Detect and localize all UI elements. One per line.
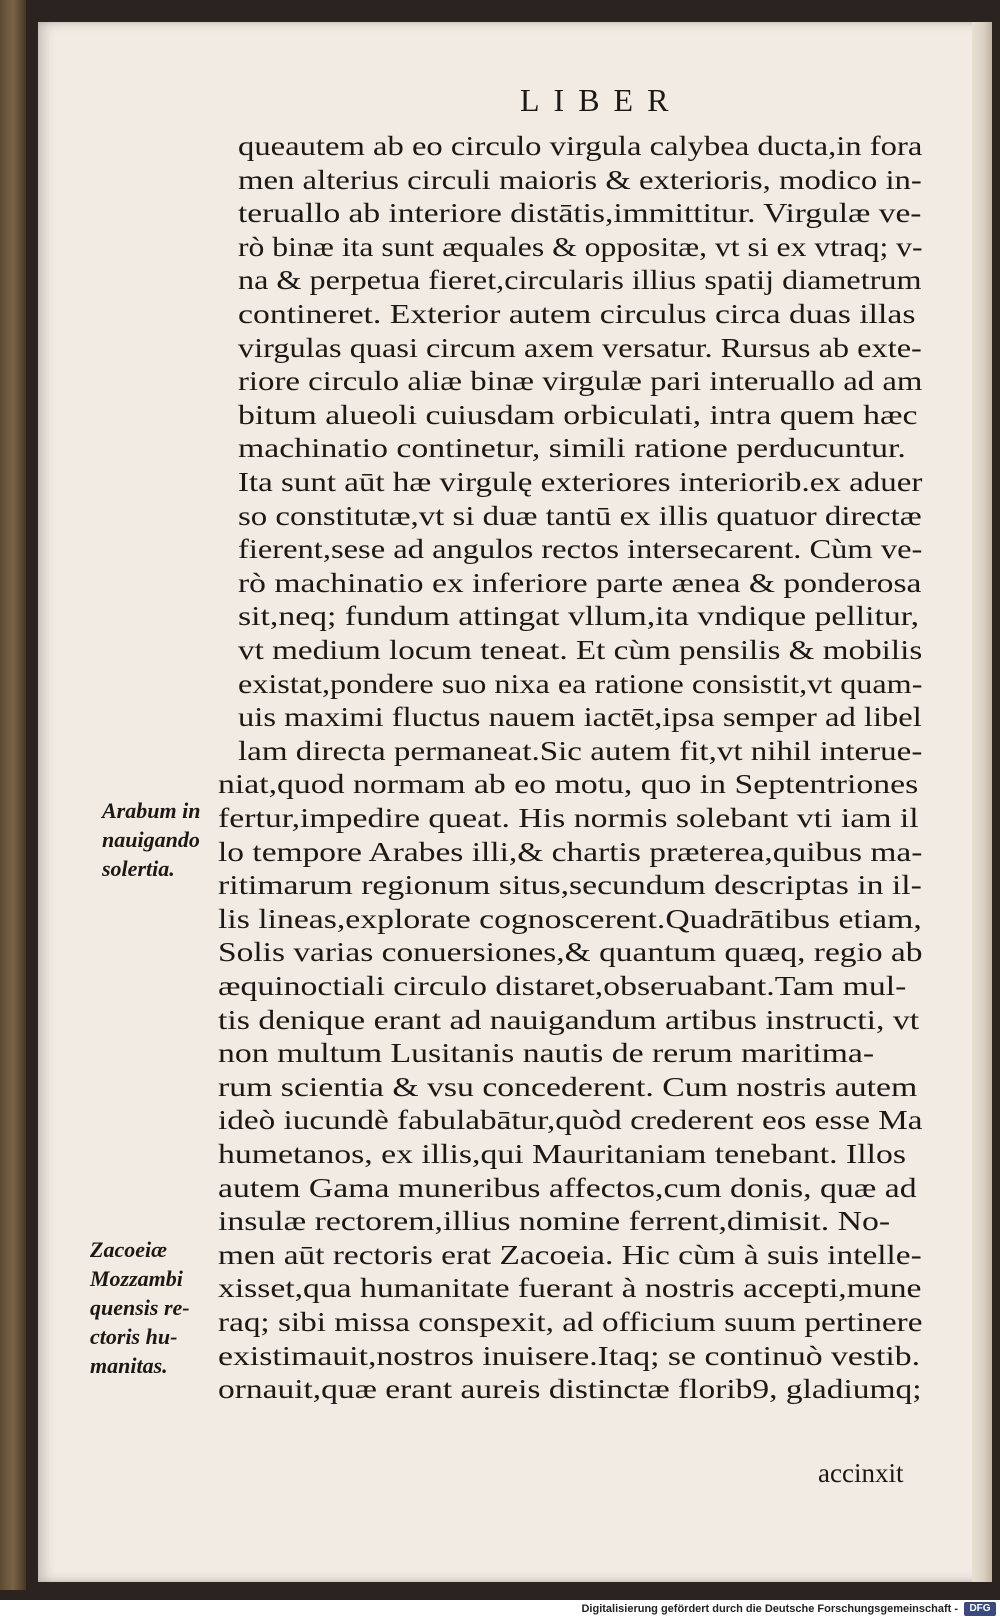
text-line: ritimarum regionum situs,secundum descriptas in il-	[218, 870, 922, 901]
text-line: queautem ab eo circulo virgula calybea ducta,in fora	[238, 131, 923, 161]
margin-note-line: Zacoeiæ	[90, 1237, 167, 1262]
text-line: existimauit,nostros inuisere.Itaq; se continuò vestib.	[218, 1340, 921, 1371]
text-line: machinatio continetur, simili ratione perducuntur.	[238, 433, 906, 464]
text-line: uis maximi fluctus nauem iactēt,ipsa semper ad libel	[238, 702, 922, 733]
text-line: riore circulo aliæ binæ virgulæ pari interuallo ad am	[238, 366, 923, 397]
text-line: so constitutæ,vt si duæ tantū ex illis quatuor directæ	[238, 500, 922, 531]
text-line: lis lineas,explorate cognoscerent.Quadrātibus etiam,	[218, 903, 922, 934]
margin-note-line: quensis re-	[90, 1295, 190, 1320]
margin-note-line: manitas.	[90, 1353, 168, 1378]
text-line: Solis varias conuersiones,& quantum quæq, regio ab	[218, 937, 923, 968]
margin-note-line: solertia.	[102, 856, 175, 881]
text-line: men alterius circuli maioris & exterioris, modico in-	[238, 164, 922, 195]
text-line: bitum alueoli cuiusdam orbiculati, intra quem hæc	[238, 399, 918, 430]
catchword: accinxit	[818, 1458, 904, 1488]
text-line: rò binæ ita sunt æquales & oppositæ, vt si ex vtraq; v-	[238, 231, 923, 262]
text-line: sit,neq; fundum attingat vllum,ita vndique pellitur,	[238, 601, 920, 632]
text-line: autem Gama muneribus affectos,cum donis, quæ ad	[218, 1172, 917, 1203]
text-line: non multum Lusitanis nautis de rerum maritima-	[218, 1038, 875, 1069]
text-line: men aūt rectoris erat Zacoeia. Hic cùm à suis intelle-	[218, 1239, 922, 1270]
text-line: ornauit,quæ erant aureis distinctæ florib9, gladiumq;	[218, 1374, 922, 1405]
text-line: xisset,qua humanitate fuerant à nostris accepti,mune	[218, 1273, 922, 1304]
text-line: niat,quod normam ab eo motu, quo in Septentriones	[218, 769, 919, 800]
text-line: lam directa permaneat.Sic autem fit,vt nihil interue-	[238, 735, 923, 766]
running-header: LIBER	[520, 82, 683, 118]
text-line: ideò iucundè fabulabātur,quòd crederent eos esse Ma	[218, 1105, 923, 1136]
text-line: vt medium locum teneat. Et cùm pensilis & mobilis	[238, 635, 923, 665]
book-spine	[0, 0, 26, 1590]
text-line: fierent,sese ad angulos rectos intersecarent. Cùm ve-	[238, 534, 923, 565]
text-line: existat,pondere suo nixa ea ratione consistit,vt quam-	[238, 668, 923, 699]
text-line: fertur,impedire queat. His normis solebant vti iam il	[218, 803, 919, 833]
margin-note-line: Mozzambi	[90, 1266, 183, 1291]
text-line: rum scientia & vsu concederent. Cum nostris autem	[218, 1071, 918, 1102]
text-line: lo tempore Arabes illi,& chartis præterea,quibus ma-	[218, 836, 923, 867]
text-line: contineret. Exterior autem circulus circa duas illas	[238, 299, 916, 329]
text-line: insulæ rectorem,illius nomine ferrent,dimisit. No-	[218, 1206, 891, 1237]
footer-credit: Digitalisierung gefördert durch die Deutsche Forschungsgemeinschaft -	[581, 1603, 958, 1615]
text-line: raq; sibi missa conspexit, ad officium suum pertinere	[218, 1307, 923, 1337]
page-edge	[972, 22, 992, 1582]
text-line: tis denique erant ad nauigandum artibus instructi, vt	[218, 1004, 920, 1035]
margin-note-line: ctoris hu-	[90, 1324, 178, 1349]
text-line: na & perpetua fieret,circularis illius spatij diametrum	[238, 265, 922, 296]
text-line: virgulas quasi circum axem versatur. Rursus ab exte-	[238, 332, 922, 363]
text-line: teruallo ab interiore distātis,immittitur. Virgulæ ve-	[238, 198, 922, 229]
text-line: Ita sunt aūt hæ virgulę exteriores interiorib.ex aduer	[238, 467, 923, 497]
text-line: æquinoctiali circulo distaret,obseruabant.Tam mul-	[218, 971, 907, 1001]
margin-note-line: Arabum in	[102, 798, 201, 823]
text-line: humetanos, ex illis,qui Mauritaniam tenebant. Illos	[218, 1139, 906, 1169]
dfg-logo: DFG	[964, 1602, 996, 1616]
margin-note-line: nauigando	[102, 827, 200, 852]
text-line: rò machinatio ex inferiore parte ænea & ponderosa	[238, 567, 922, 598]
